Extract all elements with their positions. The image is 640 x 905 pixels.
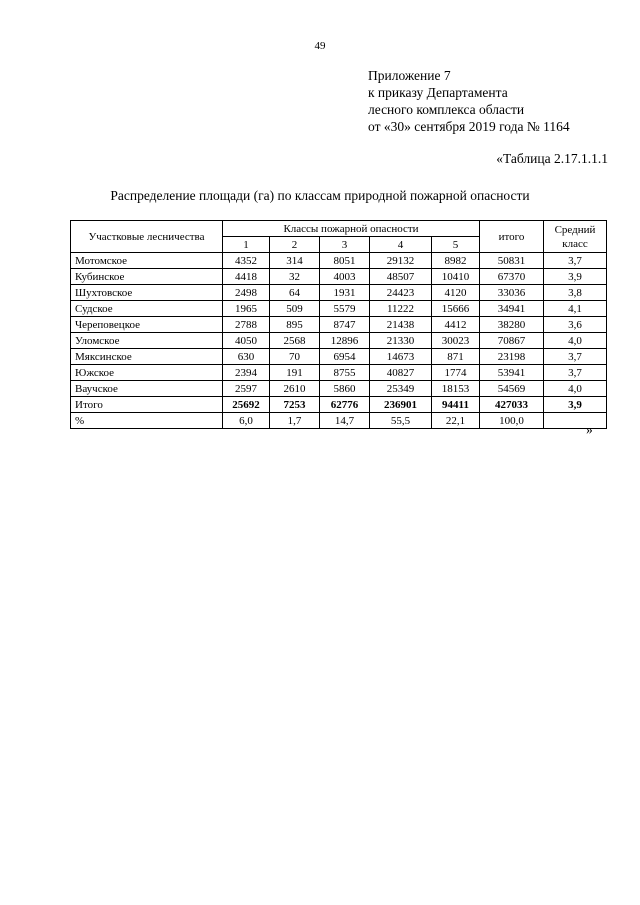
cell-class-5: 94411	[432, 397, 480, 413]
cell-class-5: 1774	[432, 365, 480, 381]
cell-class-1: 2788	[223, 317, 270, 333]
cell-total: 33036	[480, 285, 544, 301]
table-row	[71, 285, 607, 301]
cell-average: 3,8	[544, 285, 607, 301]
cell-class-2: 32	[270, 269, 320, 285]
cell-average: 3,7	[544, 349, 607, 365]
cell-class-1: 4050	[223, 333, 270, 349]
header-forestry: Участковые лесничества	[71, 221, 223, 253]
cell-total: 70867	[480, 333, 544, 349]
cell-class-2: 314	[270, 253, 320, 269]
row-name: Ваучское	[71, 381, 223, 397]
appendix-header	[368, 67, 570, 135]
cell-class-1: 1965	[223, 301, 270, 317]
cell-class-2: 895	[270, 317, 320, 333]
row-name: Мотомское	[71, 253, 223, 269]
cell-class-3: 8051	[320, 253, 370, 269]
table-row	[71, 253, 607, 269]
cell-class-3: 14,7	[320, 413, 370, 429]
appendix-line: от «30» сентября 2019 года № 1164	[368, 119, 570, 134]
row-name: Итого	[71, 397, 223, 413]
header-class-number: 5	[432, 237, 480, 253]
cell-total: 23198	[480, 349, 544, 365]
table-row-total	[71, 397, 607, 413]
cell-total: 54569	[480, 381, 544, 397]
cell-average: 3,7	[544, 365, 607, 381]
cell-class-4: 11222	[370, 301, 432, 317]
header-total: итого	[480, 221, 544, 253]
cell-class-4: 236901	[370, 397, 432, 413]
cell-class-1: 630	[223, 349, 270, 365]
cell-class-4: 14673	[370, 349, 432, 365]
row-name: Кубинское	[71, 269, 223, 285]
cell-class-3: 6954	[320, 349, 370, 365]
fire-danger-table	[70, 220, 607, 429]
table-row-percent	[71, 413, 607, 429]
cell-class-5: 4120	[432, 285, 480, 301]
header-class-number: 4	[370, 237, 432, 253]
header-classes: Классы пожарной опасности	[223, 221, 480, 237]
row-name: Южское	[71, 365, 223, 381]
closing-quote: »	[586, 422, 593, 437]
cell-total: 34941	[480, 301, 544, 317]
header-average-class: Средний класс	[544, 221, 607, 253]
cell-class-2: 64	[270, 285, 320, 301]
cell-class-2: 2568	[270, 333, 320, 349]
table-header-row	[71, 221, 607, 237]
appendix-line: Приложение 7	[368, 68, 451, 83]
cell-class-4: 29132	[370, 253, 432, 269]
cell-class-5: 8982	[432, 253, 480, 269]
table-number: «Таблица 2.17.1.1.1	[496, 151, 608, 166]
cell-class-4: 55,5	[370, 413, 432, 429]
cell-class-1: 6,0	[223, 413, 270, 429]
table-row	[71, 317, 607, 333]
cell-average: 4,0	[544, 381, 607, 397]
cell-average: 4,0	[544, 333, 607, 349]
cell-class-1: 2394	[223, 365, 270, 381]
cell-class-5: 30023	[432, 333, 480, 349]
cell-class-2: 2610	[270, 381, 320, 397]
cell-total: 38280	[480, 317, 544, 333]
cell-class-3: 8755	[320, 365, 370, 381]
row-name: Череповецкое	[71, 317, 223, 333]
cell-class-5: 4412	[432, 317, 480, 333]
cell-class-4: 21438	[370, 317, 432, 333]
cell-class-5: 22,1	[432, 413, 480, 429]
cell-class-1: 25692	[223, 397, 270, 413]
cell-class-4: 40827	[370, 365, 432, 381]
cell-average: 4,1	[544, 301, 607, 317]
cell-total: 53941	[480, 365, 544, 381]
cell-average: 3,6	[544, 317, 607, 333]
row-name: Шухтовское	[71, 285, 223, 301]
header-class-number: 3	[320, 237, 370, 253]
cell-class-1: 2597	[223, 381, 270, 397]
page-number: 49	[314, 40, 326, 52]
appendix-line: лесного комплекса области	[368, 102, 525, 117]
cell-class-5: 15666	[432, 301, 480, 317]
cell-class-3: 5860	[320, 381, 370, 397]
row-name: %	[71, 413, 223, 429]
cell-class-3: 5579	[320, 301, 370, 317]
table-row	[71, 381, 607, 397]
appendix-line: к приказу Департамента	[368, 85, 508, 100]
cell-class-2: 70	[270, 349, 320, 365]
cell-class-2: 509	[270, 301, 320, 317]
cell-class-4: 48507	[370, 269, 432, 285]
cell-class-3: 4003	[320, 269, 370, 285]
cell-class-1: 4352	[223, 253, 270, 269]
cell-class-5: 18153	[432, 381, 480, 397]
table-row	[71, 349, 607, 365]
cell-class-4: 25349	[370, 381, 432, 397]
cell-average: 3,9	[544, 269, 607, 285]
cell-class-2: 191	[270, 365, 320, 381]
cell-total: 100,0	[480, 413, 544, 429]
header-class-number: 1	[223, 237, 270, 253]
table-row	[71, 269, 607, 285]
cell-total: 427033	[480, 397, 544, 413]
cell-class-2: 1,7	[270, 413, 320, 429]
table-row	[71, 333, 607, 349]
cell-class-1: 2498	[223, 285, 270, 301]
cell-average: 3,9	[544, 397, 607, 413]
cell-class-3: 1931	[320, 285, 370, 301]
cell-class-5: 871	[432, 349, 480, 365]
row-name: Судское	[71, 301, 223, 317]
cell-class-3: 8747	[320, 317, 370, 333]
cell-class-2: 7253	[270, 397, 320, 413]
cell-class-5: 10410	[432, 269, 480, 285]
cell-class-4: 24423	[370, 285, 432, 301]
cell-class-3: 62776	[320, 397, 370, 413]
cell-average: 3,7	[544, 253, 607, 269]
table-row	[71, 365, 607, 381]
row-name: Мяксинское	[71, 349, 223, 365]
row-name: Уломское	[71, 333, 223, 349]
cell-total: 50831	[480, 253, 544, 269]
table-title: Распределение площади (га) по классам природной пожарной опасности	[110, 188, 530, 203]
cell-average	[544, 413, 607, 429]
table-row	[71, 301, 607, 317]
cell-class-1: 4418	[223, 269, 270, 285]
cell-class-3: 12896	[320, 333, 370, 349]
cell-total: 67370	[480, 269, 544, 285]
cell-class-4: 21330	[370, 333, 432, 349]
header-class-number: 2	[270, 237, 320, 253]
